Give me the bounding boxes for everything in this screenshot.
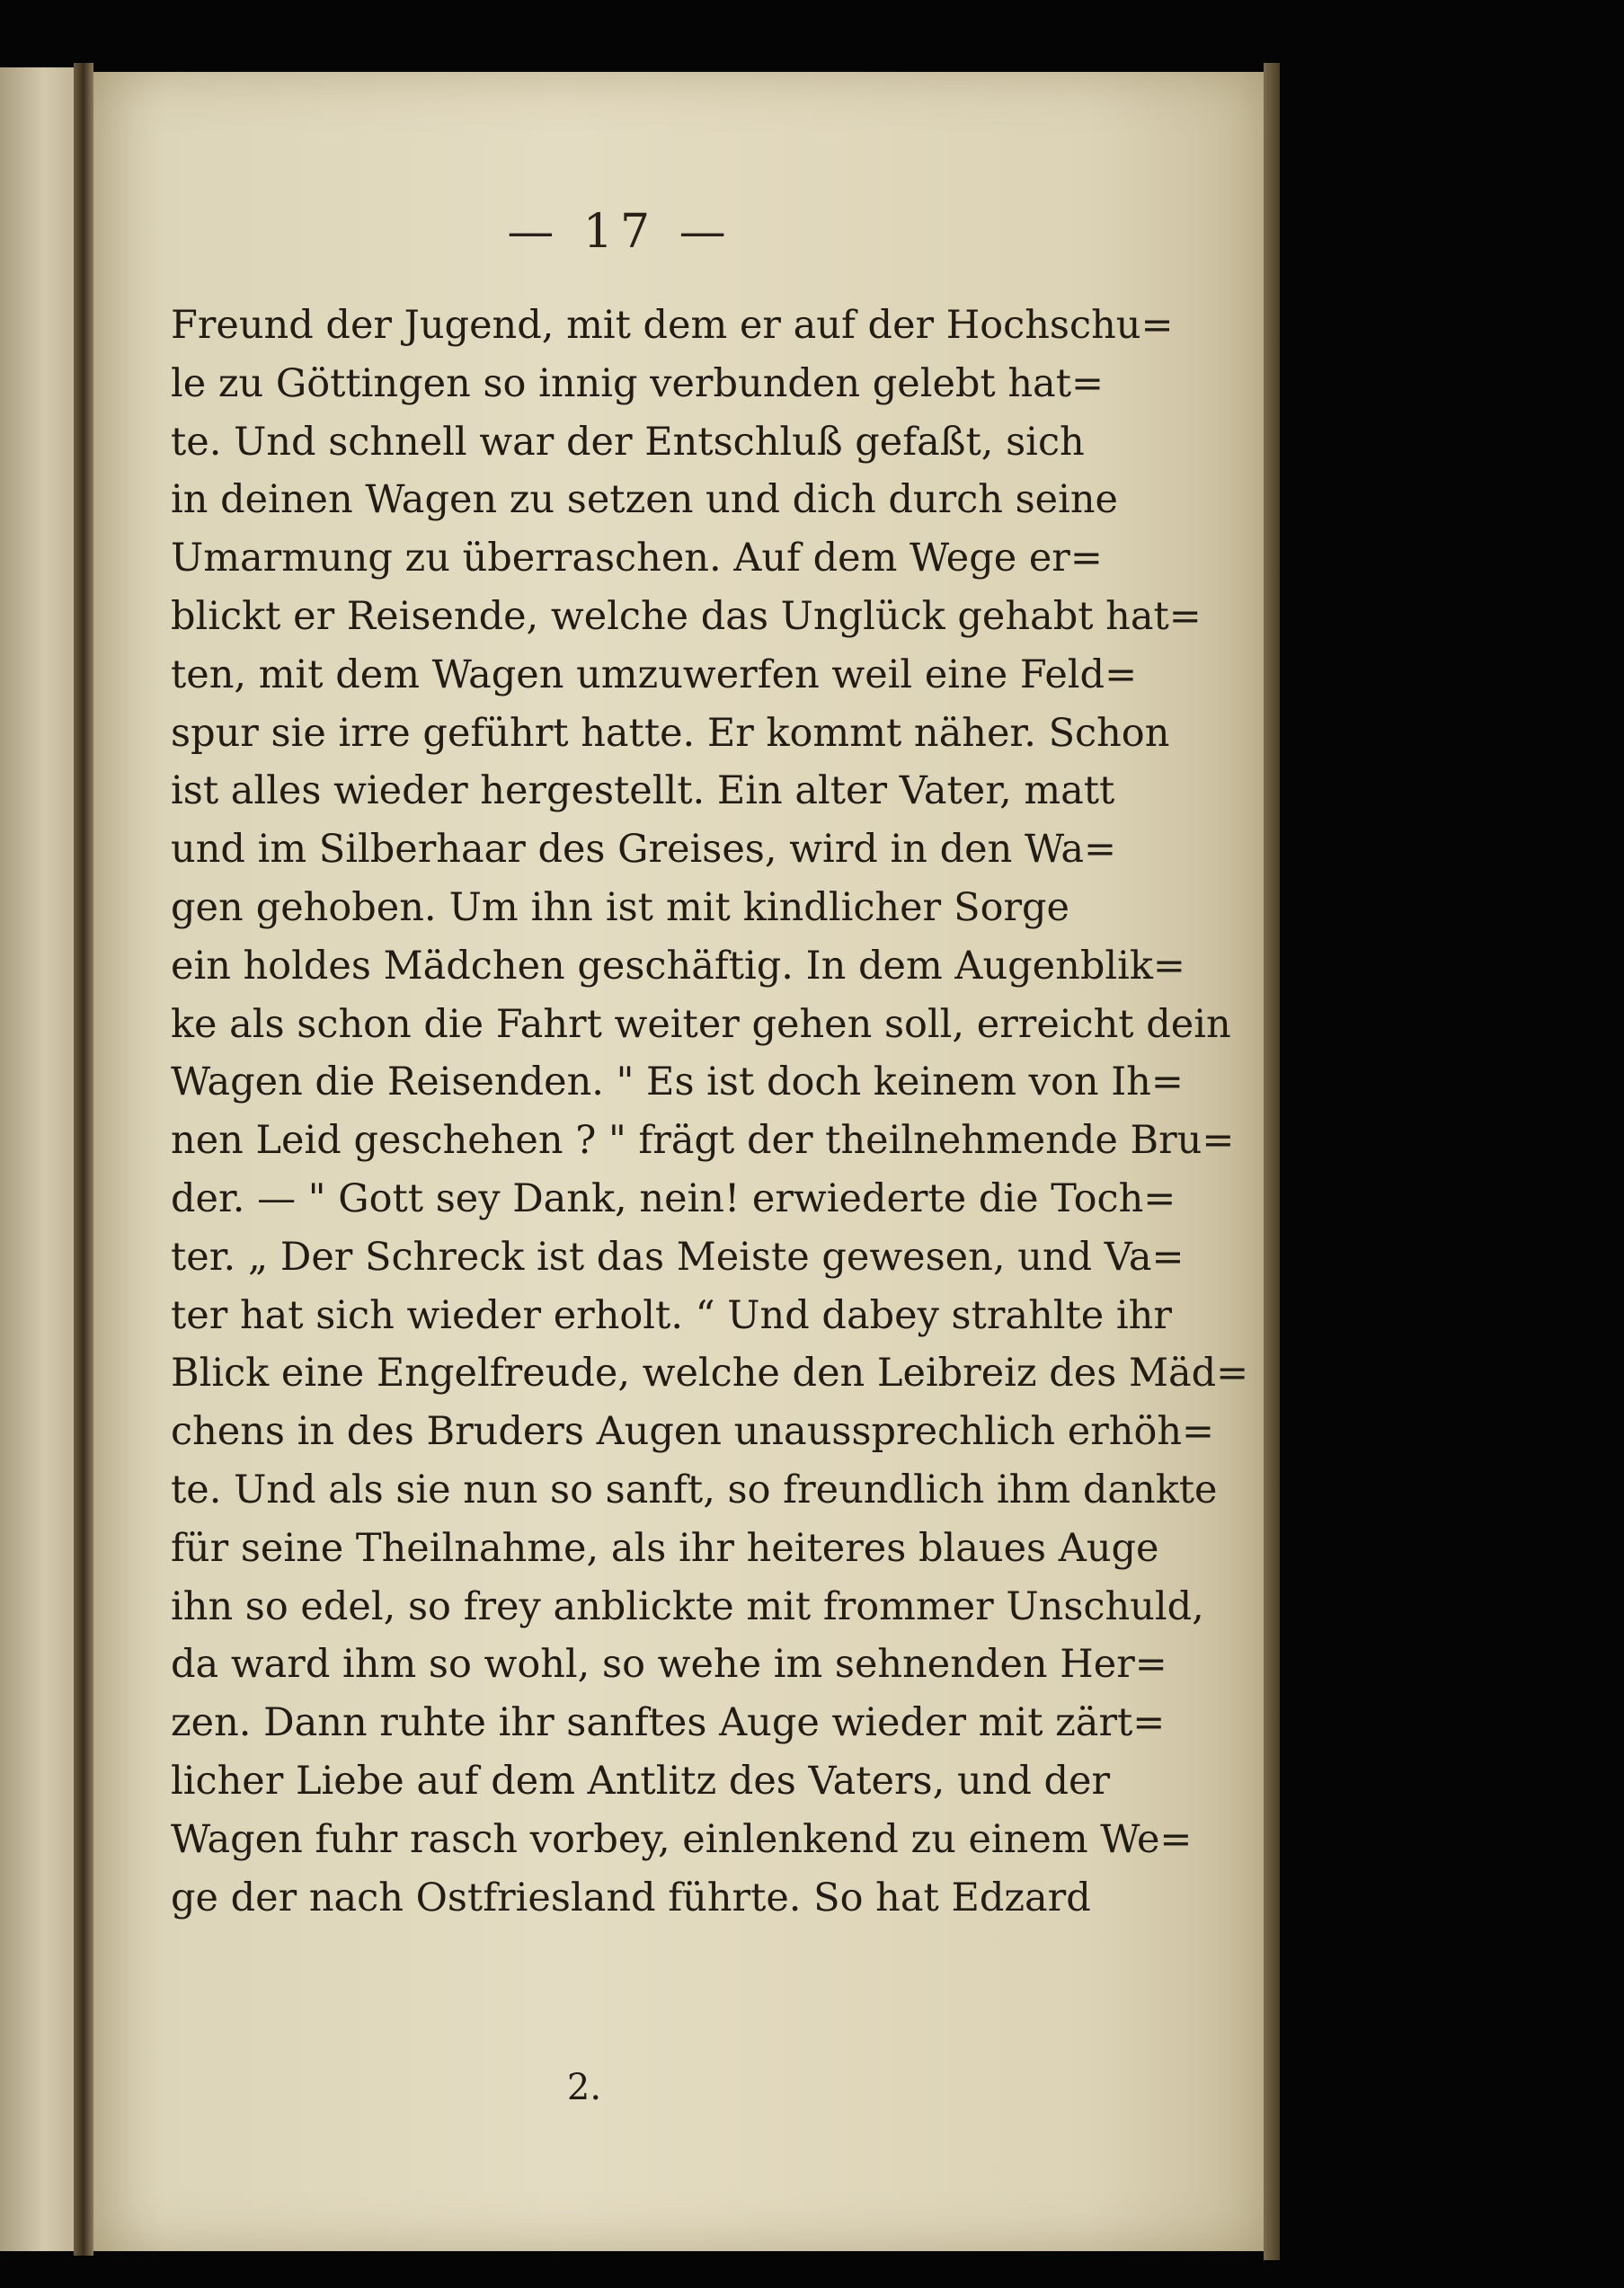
text-line: Freund der Jugend, mit dem er auf der Hochschu= <box>171 303 1174 348</box>
text-line: chens in des Bruders Augen unaussprechlich erhöh= <box>171 1409 1215 1455</box>
text-line: ein holdes Mädchen geschäftig. In dem Augenblik= <box>171 943 1185 989</box>
text-line: ist alles wieder hergestellt. Ein alter Vater, matt <box>171 768 1115 814</box>
text-line: te. Und schnell war der Entschluß gefaßt, sich <box>171 419 1085 465</box>
text-line: licher Liebe auf dem Antlitz des Vaters, und der <box>171 1758 1111 1804</box>
text-line: blickt er Reisende, welche das Unglück gehabt hat= <box>171 593 1202 639</box>
text-line: der. — " Gott sey Dank, nein! erwiederte die Toch= <box>171 1175 1176 1221</box>
text-line: Wagen fuhr rasch vorbey, einlenkend zu einem We= <box>171 1816 1193 1862</box>
text-line: zen. Dann ruhte ihr sanftes Auge wieder mit zärt= <box>171 1700 1166 1746</box>
text-line: Umarmung zu überraschen. Auf dem Wege er= <box>171 536 1103 581</box>
signature-mark: 2. <box>566 2067 602 2108</box>
text-line: und im Silberhaar des Greises, wird in den Wa= <box>171 827 1117 873</box>
text-line: le zu Göttingen so innig verbunden gelebt hat= <box>171 360 1105 406</box>
text-line: ke als schon die Fahrt weiter gehen soll, erreicht dein <box>171 1001 1231 1047</box>
text-line: te. Und als sie nun so sanft, so freundlich ihm dankte <box>171 1467 1218 1512</box>
book-binding <box>74 63 93 2256</box>
text-line: ihn so edel, so frey anblickte mit frommer Unschuld, <box>171 1583 1204 1629</box>
text-line: nen Leid geschehen ? " frägt der theilnehmende Bru= <box>171 1118 1235 1164</box>
text-line: für seine Theilnahme, als ihr heiteres blaues Auge <box>171 1525 1159 1571</box>
text-line: ge der nach Ostfriesland führte. So hat Edzard <box>171 1875 1091 1920</box>
text-line: Blick eine Engelfreude, welche den Leibreiz des Mäd= <box>171 1351 1249 1397</box>
text-line: ter. „ Der Schreck ist das Meiste gewesen, und Va= <box>171 1234 1185 1280</box>
text-line: spur sie irre geführt hatte. Er kommt näher. Schon <box>171 710 1170 756</box>
text-line: gen gehoben. Um ihn ist mit kindlicher Sorge <box>171 884 1069 930</box>
text-line: in deinen Wagen zu setzen und dich durch seine <box>171 477 1118 523</box>
text-line: ter hat sich wieder erholt. “ Und dabey strahlte ihr <box>171 1292 1172 1338</box>
page-body-text <box>171 297 1249 1927</box>
text-line: da ward ihm so wohl, so wehe im sehnenden Her= <box>171 1642 1167 1688</box>
page-edge-shadow <box>1264 63 1280 2260</box>
facing-page-edge <box>0 67 74 2251</box>
text-line: Wagen die Reisenden. " Es ist doch keinem von Ih= <box>171 1060 1184 1105</box>
page-header: — 17 — <box>507 205 733 259</box>
text-line: ten, mit dem Wagen umzuwerfen weil eine Feld= <box>171 652 1138 697</box>
